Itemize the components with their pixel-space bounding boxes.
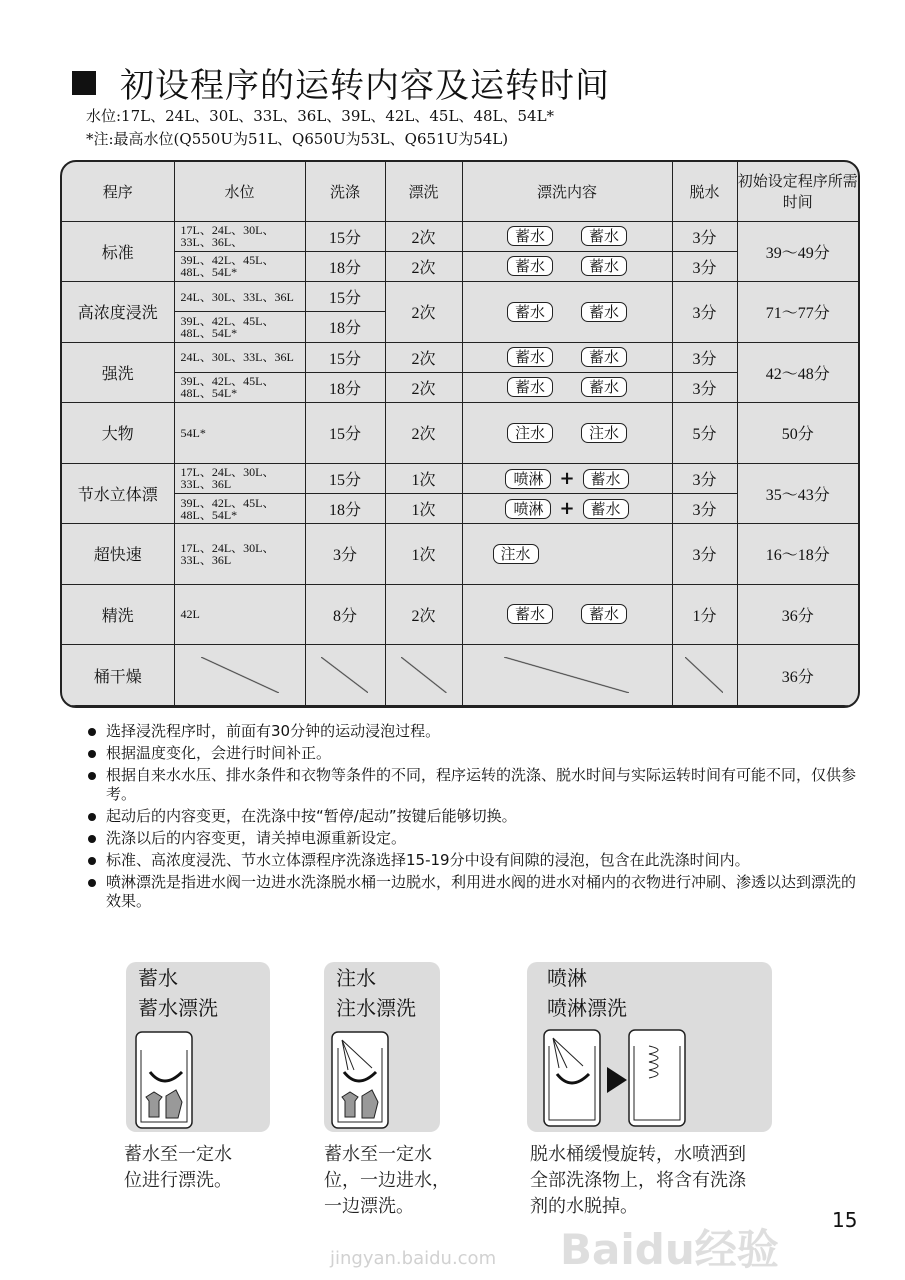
rinse-content xyxy=(462,372,672,402)
caption-line: 蓄水至一定水 xyxy=(124,1144,232,1165)
rinse-content xyxy=(462,221,672,251)
wash-time: 18分 xyxy=(305,372,385,402)
caption-line: 剂的水脱掉。 xyxy=(530,1196,638,1217)
column-header: 程序 xyxy=(62,162,174,221)
water-level: 39L、42L、45L、48L、54L* xyxy=(174,251,305,281)
water-level: 17L、24L、30L、33L、36L xyxy=(174,524,305,585)
program-name: 强洗 xyxy=(62,342,174,403)
rinse-mode-badge: 注水 xyxy=(507,423,553,443)
fill-rinse-illustration xyxy=(324,962,440,1132)
total-time: 36分 xyxy=(737,645,858,706)
spin-time: 3分 xyxy=(672,493,737,523)
spin-time: 5分 xyxy=(672,403,737,464)
water-level: 39L、42L、45L、48L、54L* xyxy=(174,312,305,342)
spin-time: 3分 xyxy=(672,342,737,372)
program-name: 精洗 xyxy=(62,584,174,645)
rinse-content xyxy=(462,342,672,372)
rinse-content xyxy=(462,584,672,645)
rinse-mode-badge: 蓄水 xyxy=(507,377,553,397)
rinse-mode-badge: 蓄水 xyxy=(581,226,627,246)
caption-spray xyxy=(530,1142,746,1220)
note-item: 起动后的内容变更，在洗涤中按“暂停/起动”按键后能够切换。 xyxy=(86,807,866,826)
rinse-mode-badge: 蓄水 xyxy=(581,604,627,624)
plus-sign: + xyxy=(559,467,575,489)
rinse-count: 2次 xyxy=(385,403,462,464)
spin-time: 3分 xyxy=(672,282,737,343)
rinse-content xyxy=(462,282,672,343)
wash-time: 3分 xyxy=(305,524,385,585)
panel-title: 蓄水漂洗 xyxy=(138,996,218,1020)
rinse-content xyxy=(462,403,672,464)
column-header: 脱水 xyxy=(672,162,737,221)
panel-label: 注水 xyxy=(336,966,376,990)
rinse-mode-badge: 蓄水 xyxy=(581,377,627,397)
notes-list xyxy=(86,722,866,914)
program-name: 节水立体漂 xyxy=(62,463,174,524)
spin-time: 3分 xyxy=(672,463,737,493)
rinse-content xyxy=(462,524,672,585)
table-row xyxy=(62,342,858,372)
header-row xyxy=(62,162,858,221)
page-number: 15 xyxy=(832,1208,858,1232)
wash-time: 8分 xyxy=(305,584,385,645)
rinse-count-empty xyxy=(385,645,462,706)
water-level: 54L* xyxy=(174,403,305,464)
program-table xyxy=(60,160,860,708)
spin-time: 3分 xyxy=(672,251,737,281)
spin-time: 3分 xyxy=(672,221,737,251)
wash-time: 15分 xyxy=(305,403,385,464)
rinse-mode-badge: 注水 xyxy=(493,544,539,564)
column-header: 漂洗 xyxy=(385,162,462,221)
rinse-count: 1次 xyxy=(385,493,462,523)
wash-time: 18分 xyxy=(305,312,385,342)
total-time: 35～43分 xyxy=(737,463,858,524)
watermark-logo: Baidu经验 xyxy=(560,1225,779,1274)
rinse-count: 2次 xyxy=(385,342,462,372)
caption-fill xyxy=(324,1142,450,1220)
water-level: 42L xyxy=(174,584,305,645)
rinse-count: 2次 xyxy=(385,282,462,343)
rinse-count: 2次 xyxy=(385,251,462,281)
water-level: 24L、30L、33L、36L xyxy=(174,282,305,312)
caption-line: 位，一边进水， xyxy=(324,1170,450,1191)
rinse-content xyxy=(462,463,672,493)
water-level: 39L、42L、45L、48L、54L* xyxy=(174,493,305,523)
max-level-note: *注:最高水位(Q550U为51L、Q650U为53L、Q651U为54L) xyxy=(86,130,509,148)
rinse-count: 2次 xyxy=(385,372,462,402)
total-time: 36分 xyxy=(737,584,858,645)
table-row xyxy=(62,403,858,433)
rinse-mode-badge: 蓄水 xyxy=(581,347,627,367)
caption-line: 脱水桶缓慢旋转，水喷洒到 xyxy=(530,1144,746,1165)
note-item: 根据自来水水压、排水条件和衣物等条件的不同，程序运转的洗涤、脱水时间与实际运转时间有可能不同，仅供参考。 xyxy=(86,766,866,804)
rinse-content xyxy=(462,493,672,523)
note-item: 喷淋漂洗是指进水阀一边进水洗涤脱水桶一边脱水，利用进水阀的进水对桶内的衣物进行冲刷、渗透以达到漂洗的效果。 xyxy=(86,873,866,911)
rinse-mode-badge: 喷淋 xyxy=(505,469,551,489)
panel-label: 蓄水 xyxy=(138,966,178,990)
caption-line: 蓄水至一定水 xyxy=(324,1144,432,1165)
table-row xyxy=(62,463,858,493)
panel-label: 喷淋 xyxy=(547,966,587,990)
wash-time: 15分 xyxy=(305,282,385,312)
storage-rinse-illustration xyxy=(126,962,270,1132)
caption-storage xyxy=(124,1142,232,1194)
wash-time: 15分 xyxy=(305,463,385,493)
column-header: 水位 xyxy=(174,162,305,221)
wash-time: 15分 xyxy=(305,342,385,372)
table-row xyxy=(62,645,858,675)
table-row xyxy=(62,584,858,614)
note-item: 洗涤以后的内容变更，请关掉电源重新设定。 xyxy=(86,829,866,848)
wash-time: 18分 xyxy=(305,251,385,281)
rinse-mode-badge: 蓄水 xyxy=(583,499,629,519)
table-row xyxy=(62,282,858,312)
rinse-mode-badge: 蓄水 xyxy=(583,469,629,489)
watermark-url: jingyan.baidu.com xyxy=(330,1248,497,1269)
column-header: 漂洗内容 xyxy=(462,162,672,221)
rinse-count: 1次 xyxy=(385,463,462,493)
program-name: 标准 xyxy=(62,221,174,282)
program-name: 超快速 xyxy=(62,524,174,585)
rinse-mode-badge: 喷淋 xyxy=(505,499,551,519)
wash-time: 18分 xyxy=(305,493,385,523)
rinse-mode-badge: 蓄水 xyxy=(507,226,553,246)
rinse-mode-badge: 蓄水 xyxy=(581,302,627,322)
total-time: 39～49分 xyxy=(737,221,858,282)
spin-time: 3分 xyxy=(672,524,737,585)
rinse-count: 1次 xyxy=(385,524,462,585)
rinse-mode-badge: 注水 xyxy=(581,423,627,443)
table-row xyxy=(62,524,858,554)
panel-storage-rinse xyxy=(126,962,270,1132)
program-name: 桶干燥 xyxy=(62,645,174,706)
square-bullet-icon xyxy=(72,71,96,95)
spin-time: 3分 xyxy=(672,372,737,402)
note-item: 选择浸洗程序时，前面有30分钟的运动浸泡过程。 xyxy=(86,722,866,741)
water-level: 39L、42L、45L、48L、54L* xyxy=(174,372,305,402)
rinse-count: 2次 xyxy=(385,584,462,645)
rinse-count: 2次 xyxy=(385,221,462,251)
water-level: 17L、24L、30L、33L、36L、 xyxy=(174,221,305,251)
note-item: 标准、高浓度浸洗、节水立体漂程序洗涤选择15-19分中设有间隙的浸泡，包含在此洗涤时间内。 xyxy=(86,851,866,870)
total-time: 50分 xyxy=(737,403,858,464)
panel-title: 喷淋漂洗 xyxy=(547,996,627,1020)
column-header: 洗涤 xyxy=(305,162,385,221)
panel-spray-rinse xyxy=(527,962,772,1132)
arrow-right-icon xyxy=(607,1067,627,1093)
program-name: 大物 xyxy=(62,403,174,464)
title-text: 初设程序的运转内容及运转时间 xyxy=(120,66,610,106)
total-time: 71～77分 xyxy=(737,282,858,343)
water-levels-line: 水位:17L、24L、30L、33L、36L、39L、42L、45L、48L、54L* xyxy=(86,107,555,125)
spin-time-empty xyxy=(672,645,737,706)
column-header: 初始设定程序所需时间 xyxy=(737,162,858,221)
water-level: 17L、24L、30L、33L、36L xyxy=(174,463,305,493)
program-name: 高浓度浸洗 xyxy=(62,282,174,343)
rinse-mode-badge: 蓄水 xyxy=(507,604,553,624)
note-item: 根据温度变化，会进行时间补正。 xyxy=(86,744,866,763)
plus-sign: + xyxy=(559,498,575,520)
spin-time: 1分 xyxy=(672,584,737,645)
total-time: 42～48分 xyxy=(737,342,858,403)
panel-title: 注水漂洗 xyxy=(336,996,416,1020)
page-title xyxy=(72,58,610,107)
rinse-mode-badge: 蓄水 xyxy=(507,347,553,367)
spray-rinse-illustration xyxy=(527,962,772,1132)
caption-line: 位进行漂洗。 xyxy=(124,1170,232,1191)
table-row xyxy=(62,221,858,251)
water-level-empty xyxy=(174,645,305,706)
total-time: 16～18分 xyxy=(737,524,858,585)
caption-line: 全部洗涤物上，将含有洗涤 xyxy=(530,1170,746,1191)
water-level: 24L、30L、33L、36L xyxy=(174,342,305,372)
caption-line: 一边漂洗。 xyxy=(324,1196,414,1217)
wash-time: 15分 xyxy=(305,221,385,251)
wash-time-empty xyxy=(305,645,385,706)
rinse-content-empty xyxy=(462,645,672,706)
rinse-mode-badge: 蓄水 xyxy=(581,256,627,276)
rinse-content xyxy=(462,251,672,281)
panel-fill-rinse xyxy=(324,962,440,1132)
rinse-mode-badge: 蓄水 xyxy=(507,302,553,322)
rinse-mode-badge: 蓄水 xyxy=(507,256,553,276)
